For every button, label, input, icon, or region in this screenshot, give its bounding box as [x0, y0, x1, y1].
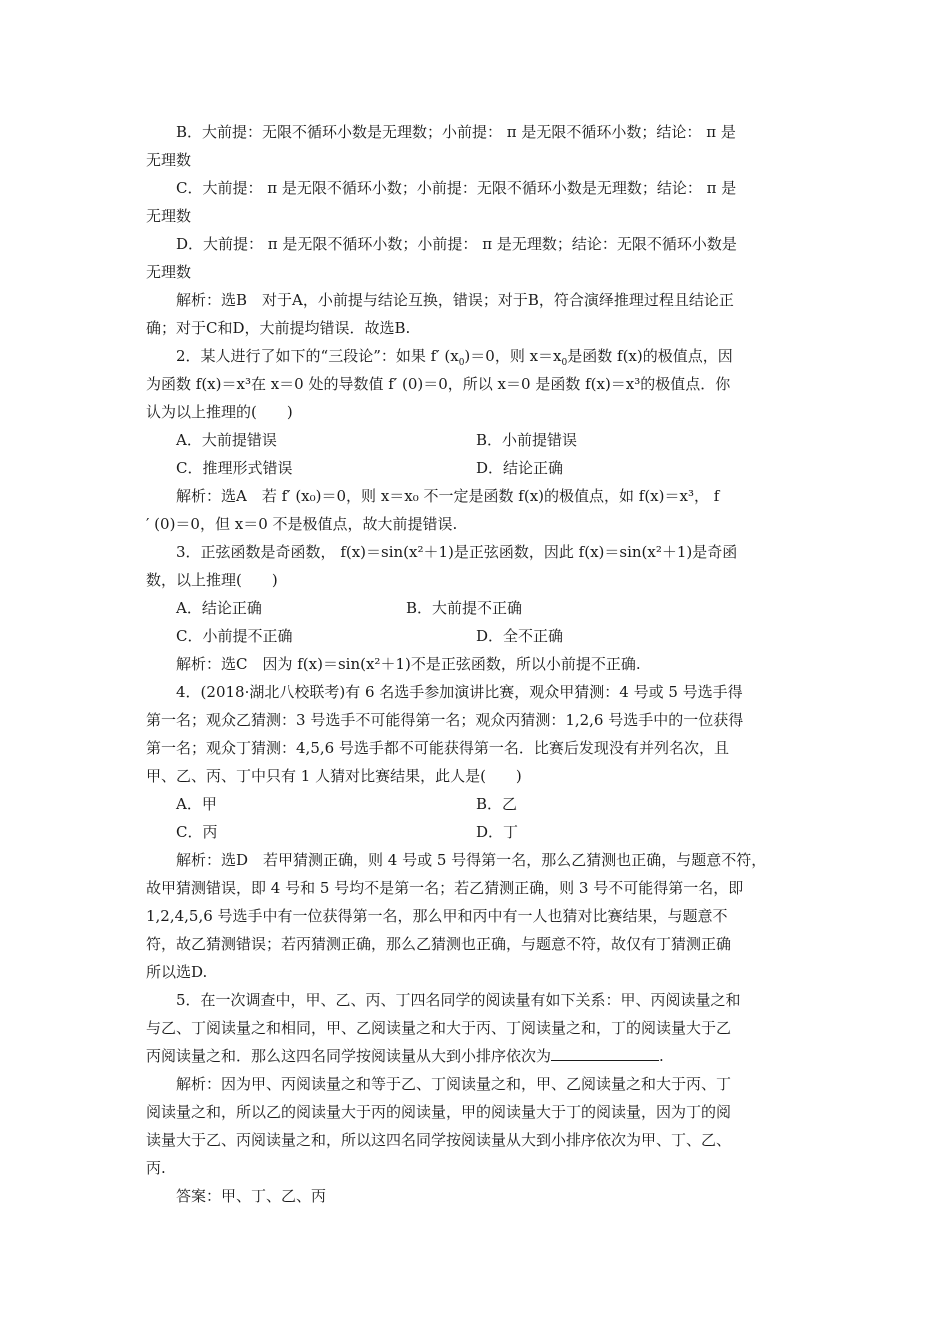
- question-2: [146, 342, 820, 538]
- q4-options-row-1: [146, 790, 820, 818]
- q4-analysis-line2: 故甲猜测错误，即 4 号和 5 号均不是第一名；若乙猜测正确，则 3 号不可能得第一名，即: [146, 879, 744, 897]
- q4-analysis-line3: 1,2,4,5,6 号选手中有一位获得第一名，那么甲和丙中有一人也猜对比赛结果，与题意不: [146, 907, 728, 925]
- q3-option-d[interactable]: D．全不正确: [476, 627, 564, 645]
- q4-stem-line3: 第一名；观众丁猜测：4,5,6 号选手都不可能获得第一名．比赛后发现没有并列名次，且: [146, 739, 729, 757]
- question-4: [146, 678, 820, 986]
- q1-option-d-cont: 无理数: [146, 263, 192, 281]
- q2-options-row-2: [146, 454, 820, 482]
- q2-option-a[interactable]: A．大前提错误: [176, 431, 277, 449]
- q4-analysis: 解析：选D 若甲猜测正确，则 4 号或 5 号得第一名，那么乙猜测也正确，与题意不符，: [176, 851, 767, 869]
- q3-options-row-2: [146, 622, 820, 650]
- q2-stem-line3: 认为以上推理的( ): [146, 403, 293, 421]
- q5-analysis-line4: 丙.: [146, 1159, 166, 1177]
- q2-analysis: 解析：选A 若 f′ (x₀)＝0，则 x＝x₀ 不一定是函数 f(x)的极值点，如 f(x)＝x³， f: [176, 487, 720, 505]
- q4-option-d[interactable]: D．丁: [476, 823, 519, 841]
- q3-options-row-1: [146, 594, 820, 622]
- q3-option-c[interactable]: C．小前提不正确: [176, 627, 293, 645]
- q5-analysis-line2: 阅读量之和，所以乙的阅读量大于丙的阅读量，甲的阅读量大于丁的阅读量，因为丁的阅: [146, 1103, 732, 1121]
- q2-analysis-cont: ′ (0)＝0，但 x＝0 不是极值点，故大前提错误.: [146, 515, 458, 533]
- q5-stem: 5．在一次调查中，甲、乙、丙、丁四名同学的阅读量有如下关系：甲、丙阅读量之和: [176, 991, 741, 1009]
- q4-stem-line2: 第一名；观众乙猜测：3 号选手不可能得第一名；观众丙猜测：1,2,6 号选手中的一位获得: [146, 711, 744, 729]
- q2-option-c[interactable]: C．推理形式错误: [176, 459, 293, 477]
- q4-analysis-line5: 所以选D.: [146, 963, 208, 981]
- q5-answer: 答案：甲、丁、乙、丙: [176, 1187, 327, 1205]
- q5-stem-line2: 与乙、丁阅读量之和相同，甲、乙阅读量之和大于丙、丁阅读量之和，丁的阅读量大于乙: [146, 1019, 732, 1037]
- q2-option-b[interactable]: B．小前提错误: [476, 431, 578, 449]
- q2-stem-line2: 为函数 f(x)＝x³在 x＝0 处的导数值 f′ (0)＝0，所以 x＝0 是函数 f(x)＝x³的极值点．你: [146, 375, 731, 393]
- q2-option-d[interactable]: D．结论正确: [476, 459, 564, 477]
- q2-options-row-1: [146, 426, 820, 454]
- q4-options-row-2: [146, 818, 820, 846]
- q5-analysis: 解析：因为甲、丙阅读量之和等于乙、丁阅读量之和，甲、乙阅读量之和大于丙、丁: [176, 1075, 732, 1093]
- q1-option-c-cont: 无理数: [146, 207, 192, 225]
- q2-stem: 2．某人进行了如下的“三段论”：如果 f′ $(x_0)=0$，则 $x=x_0$是函数 f(x)的极值点，因: [176, 347, 733, 368]
- q5-analysis-line3: 读量大于乙、丙阅读量之和，所以这四名同学按阅读量从大到小排序依次为甲、丁、乙、: [146, 1131, 732, 1149]
- question-1: [146, 118, 820, 342]
- q1-option-b: B．大前提：无限不循环小数是无理数；小前提： π 是无限不循环小数；结论： π 是: [176, 123, 736, 141]
- q5-stem-line3: 丙阅读量之和．那么这四名同学按阅读量从大到小排序依次为 .: [146, 1042, 820, 1070]
- q4-option-c[interactable]: C．丙: [176, 823, 218, 841]
- q3-stem-cont: 数，以上推理( ): [146, 571, 278, 589]
- q1-option-d: D．大前提： π 是无限不循环小数；小前提： π 是无理数；结论：无限不循环小数是: [176, 235, 737, 253]
- q3-analysis: 解析：选C 因为 f(x)＝sin(x²＋1)不是正弦函数，所以小前提不正确.: [176, 655, 641, 673]
- question-5: [146, 986, 820, 1210]
- q4-stem: 4．(2018·湖北八校联考)有 6 名选手参加演讲比赛，观众甲猜测：4 号或 5 号选手得: [176, 683, 743, 701]
- q1-option-b-cont: 无理数: [146, 151, 192, 169]
- q1-analysis: 解析：选B 对于A，小前提与结论互换，错误；对于B，符合演绎推理过程且结论正: [176, 291, 734, 309]
- answer-blank[interactable]: [551, 1044, 659, 1061]
- q3-stem: 3．正弦函数是奇函数， f(x)＝sin(x²＋1)是正弦函数，因此 f(x)＝sin(x²＋1)是奇函: [176, 543, 738, 561]
- q3-option-a[interactable]: A．结论正确: [176, 599, 262, 617]
- q1-option-c: C．大前提： π 是无限不循环小数；小前提：无限不循环小数是无理数；结论： π 是: [176, 179, 737, 197]
- q4-analysis-line4: 符，故乙猜测错误；若丙猜测正确，那么乙猜测也正确，与题意不符，故仅有丁猜测正确: [146, 935, 732, 953]
- q1-analysis-cont: 确；对于C和D，大前提均错误．故选B.: [146, 319, 411, 337]
- q4-option-a[interactable]: A．甲: [176, 795, 217, 813]
- q4-stem-line4: 甲、乙、丙、丁中只有 1 人猜对比赛结果，此人是( ): [146, 767, 522, 785]
- question-3: [146, 538, 820, 678]
- q4-option-b[interactable]: B．乙: [476, 795, 518, 813]
- q3-option-b[interactable]: B．大前提不正确: [406, 599, 523, 617]
